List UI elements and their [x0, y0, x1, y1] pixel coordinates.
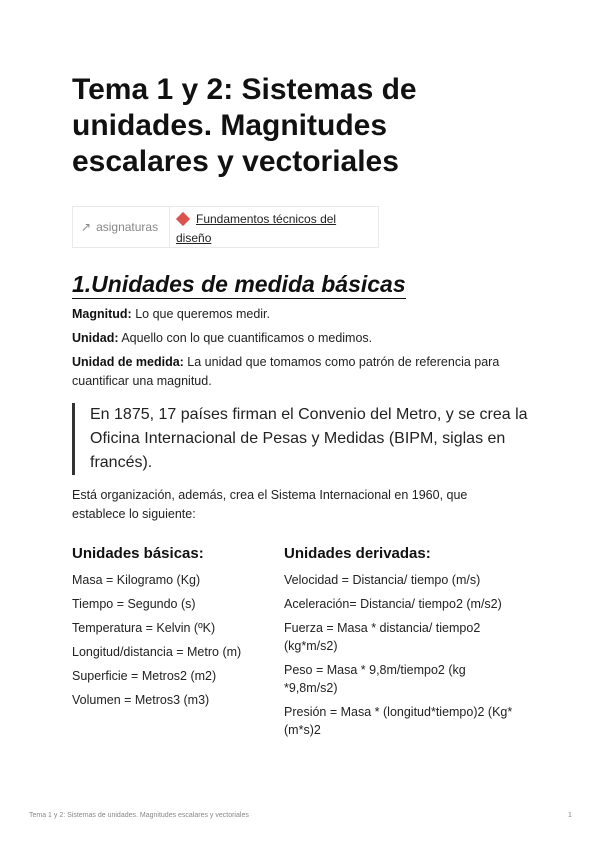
property-link[interactable]: Fundamentos técnicos del diseño	[176, 212, 337, 245]
list-item: Superficie = Metros2 (m2)	[72, 669, 217, 683]
derived-units-heading: Unidades derivadas:	[284, 545, 431, 562]
property-key	[73, 207, 170, 247]
list-item: Aceleración= Distancia/ tiempo2 (m/s2)	[284, 597, 502, 611]
section-heading: 1.Unidades de medida básicas	[72, 271, 406, 297]
list-item: Fuerza = Masa * distancia/ tiempo2 (kg*m/s2)	[284, 621, 481, 653]
list-item: Peso = Masa * 9,8m/tiempo2 (kg *9,8m/s2)	[284, 663, 466, 695]
definition-unidad-medida: Unidad de medida: La unidad que tomamos como patrón de referencia para cuantificar una magnitud.	[72, 355, 500, 388]
derived-units-column	[284, 543, 534, 745]
list-item: Velocidad = Distancia/ tiempo (m/s)	[284, 573, 481, 587]
list-item: Longitud/distancia = Metro (m)	[72, 645, 242, 659]
property-row	[72, 206, 379, 248]
quote-block: En 1875, 17 países firman el Convenio del Metro, y se crea la Oficina Internacional de Pesas y Medidas (BIPM, siglas en francés).	[72, 403, 532, 475]
list-item: Masa = Kilogramo (Kg)	[72, 573, 201, 587]
definition-unidad: Unidad: Aquello con lo que cuantificamos o medimos.	[72, 331, 373, 345]
paragraph: Está organización, además, crea el Sistema Internacional en 1960, que establece lo siguiente:	[72, 488, 468, 521]
relation-arrow-icon: ↗	[81, 220, 92, 234]
list-item: Temperatura = Kelvin (ºK)	[72, 621, 216, 635]
list-item: Tiempo = Segundo (s)	[72, 597, 196, 611]
property-key-label: asignaturas	[96, 220, 159, 234]
page-icon	[176, 212, 190, 226]
footer-title: Tema 1 y 2: Sistemas de unidades. Magnitudes escalares y vectoriales	[29, 812, 249, 819]
list-item: Presión = Masa * (longitud*tiempo)2 (Kg* (m*s)2	[284, 705, 513, 737]
page-title: Tema 1 y 2: Sistemas de unidades. Magnitudes escalares y vectoriales	[72, 73, 417, 178]
basic-units-heading: Unidades básicas:	[72, 545, 204, 562]
definition-magnitud: Magnitud: Lo que queremos medir.	[72, 307, 270, 321]
list-item: Volumen = Metros3 (m3)	[72, 693, 210, 707]
page-number: 1	[568, 812, 572, 819]
